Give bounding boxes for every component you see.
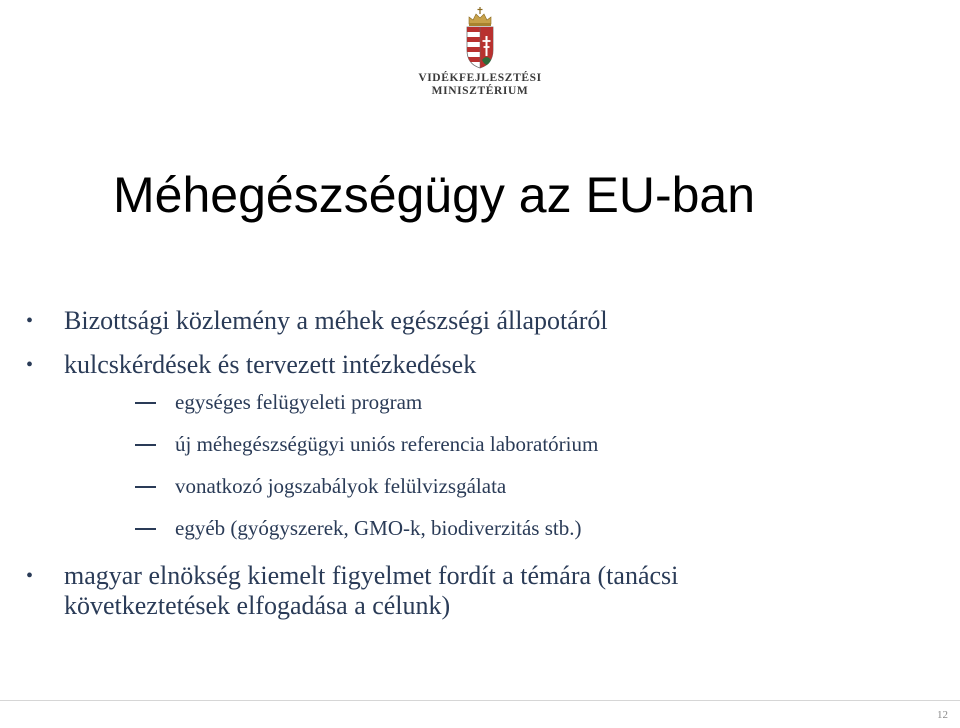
bullet-dot-icon: • bbox=[26, 565, 34, 587]
ministry-name-line1: VIDÉKFEJLESZTÉSI bbox=[418, 72, 542, 84]
sub-bullet-item bbox=[64, 474, 960, 499]
bullet-text-line1: magyar elnökség kiemelt figyelmet fordít a témára (tanácsi bbox=[64, 561, 679, 590]
bullet-list bbox=[0, 306, 960, 621]
sub-bullet-item bbox=[64, 516, 960, 541]
ministry-name-line2: MINISZTÉRIUM bbox=[431, 85, 529, 97]
page-number: 12 bbox=[937, 709, 948, 721]
footer-divider bbox=[0, 700, 960, 701]
bullet-item bbox=[0, 561, 960, 621]
sub-bullet-item bbox=[64, 390, 960, 415]
dash-icon bbox=[135, 528, 156, 530]
sub-bullet-text: új méhegészségügyi uniós referencia laboratórium bbox=[175, 432, 599, 456]
sub-bullet-list bbox=[64, 390, 960, 541]
bullet-dot-icon: • bbox=[26, 354, 34, 376]
bullet-text: Bizottsági közlemény a méhek egészségi állapotáról bbox=[64, 306, 608, 335]
ministry-name bbox=[0, 72, 960, 98]
hungarian-coat-of-arms-icon bbox=[463, 6, 497, 70]
bullet-dot-icon: • bbox=[26, 310, 34, 332]
sub-bullet-text: egységes felügyeleti program bbox=[175, 390, 423, 414]
sub-bullet-text: egyéb (gyógyszerek, GMO-k, biodiverzitás stb.) bbox=[175, 516, 582, 540]
dash-icon bbox=[135, 402, 156, 404]
sub-bullet-item bbox=[64, 432, 960, 457]
sub-bullet-text: vonatkozó jogszabályok felülvizsgálata bbox=[175, 474, 507, 498]
dash-icon bbox=[135, 444, 156, 446]
bullet-item bbox=[0, 350, 960, 541]
bullet-text-line2: következtetések elfogadása a célunk) bbox=[64, 591, 451, 620]
dash-icon bbox=[135, 486, 156, 488]
ministry-logo bbox=[0, 6, 960, 98]
bullet-item bbox=[0, 306, 960, 336]
slide-title: Méhegészségügy az EU-ban bbox=[113, 167, 756, 223]
bullet-text: kulcskérdések és tervezett intézkedések bbox=[64, 350, 477, 379]
